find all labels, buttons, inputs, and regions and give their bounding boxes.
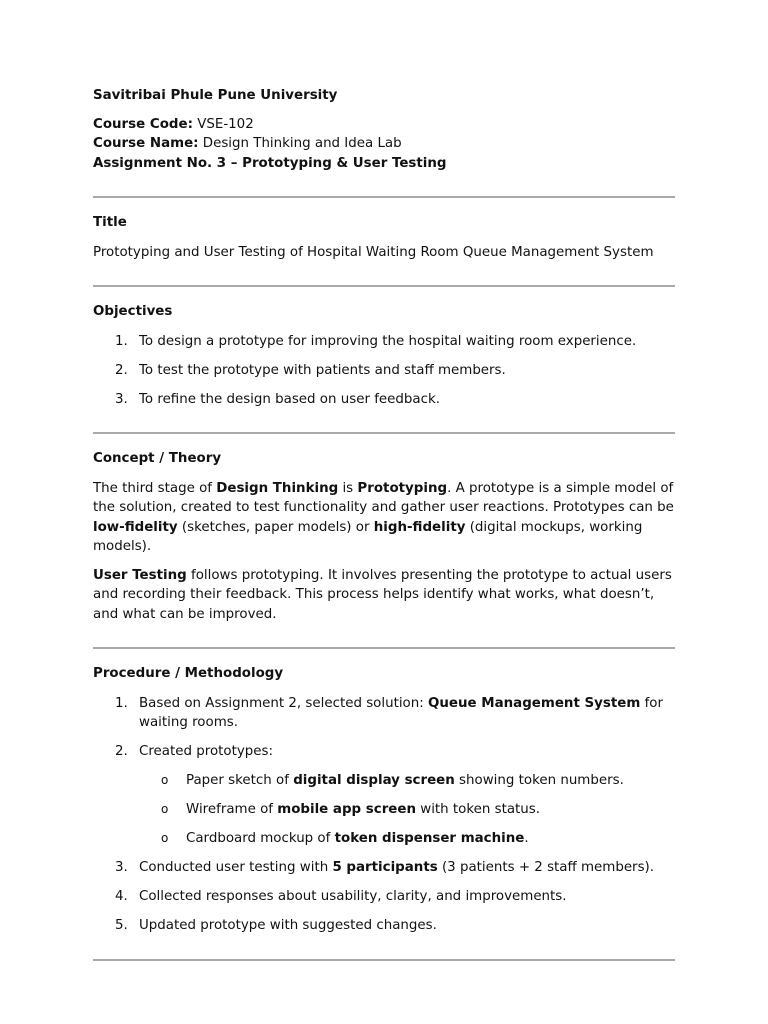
university-name: Savitribai Phule Pune University xyxy=(93,88,338,103)
list-item: 1. To design a prototype for improving the hospital waiting room experience. xyxy=(115,333,637,349)
bullet-icon: o xyxy=(161,773,169,787)
concept-section xyxy=(93,449,675,624)
header-block xyxy=(93,86,675,173)
bullet-icon: o xyxy=(161,802,169,816)
list-item: 3. To refine the design based on user feedback. xyxy=(115,391,440,407)
course-code-line: Course Code: VSE-102 xyxy=(93,116,254,132)
section-heading-objectives: Objectives xyxy=(93,304,173,319)
sub-list-item: o Paper sketch of digital display screen showing token numbers. xyxy=(93,771,675,791)
concept-paragraph-2: User Testing follows prototyping. It involves presenting the prototype to actual users and recording their feedback. This process helps identify what works, what doesn’t, and what can be improved. xyxy=(93,567,672,622)
concept-paragraph-1: The third stage of Design Thinking is Prototyping. A prototype is a simple model of the solution, created to test functionality and gather user reactions. Prototypes can be low-fidelity (sketches, paper models) or high-fidelity (digital mockups, working models). xyxy=(93,480,674,554)
sub-list-item: o Wireframe of mobile app screen with token status. xyxy=(93,800,675,820)
course-name-line: Course Name: Design Thinking and Idea Lab xyxy=(93,136,402,151)
list-item: 5. Updated prototype with suggested changes. xyxy=(115,918,437,933)
list-item: 3. Conducted user testing with 5 participants (3 patients + 2 staff members). xyxy=(115,860,655,875)
section-heading-procedure: Procedure / Methodology xyxy=(93,666,284,681)
title-text: Prototyping and User Testing of Hospital Waiting Room Queue Management System xyxy=(93,244,654,260)
divider xyxy=(93,285,675,287)
assignment-line: Assignment No. 3 – Prototyping & User Testing xyxy=(93,155,447,171)
divider xyxy=(93,432,675,434)
sub-list-item: o Cardboard mockup of token dispenser machine. xyxy=(93,829,675,849)
list-item: 2. Created prototypes: xyxy=(115,744,273,759)
section-heading-title: Title xyxy=(93,215,127,230)
list-item: 2. To test the prototype with patients and staff members. xyxy=(115,362,506,378)
section-heading-concept: Concept / Theory xyxy=(93,451,222,466)
divider xyxy=(93,959,675,961)
list-item: 1. Based on Assignment 2, selected solution: Queue Management System for waiting rooms. xyxy=(115,695,663,730)
title-section xyxy=(93,213,675,262)
divider xyxy=(93,647,675,649)
divider xyxy=(93,196,675,198)
list-item: 4. Collected responses about usability, clarity, and improvements. xyxy=(115,889,567,904)
objectives-section xyxy=(93,302,675,409)
objectives-list xyxy=(93,332,675,410)
bullet-icon: o xyxy=(161,831,169,845)
procedure-section xyxy=(93,664,675,936)
